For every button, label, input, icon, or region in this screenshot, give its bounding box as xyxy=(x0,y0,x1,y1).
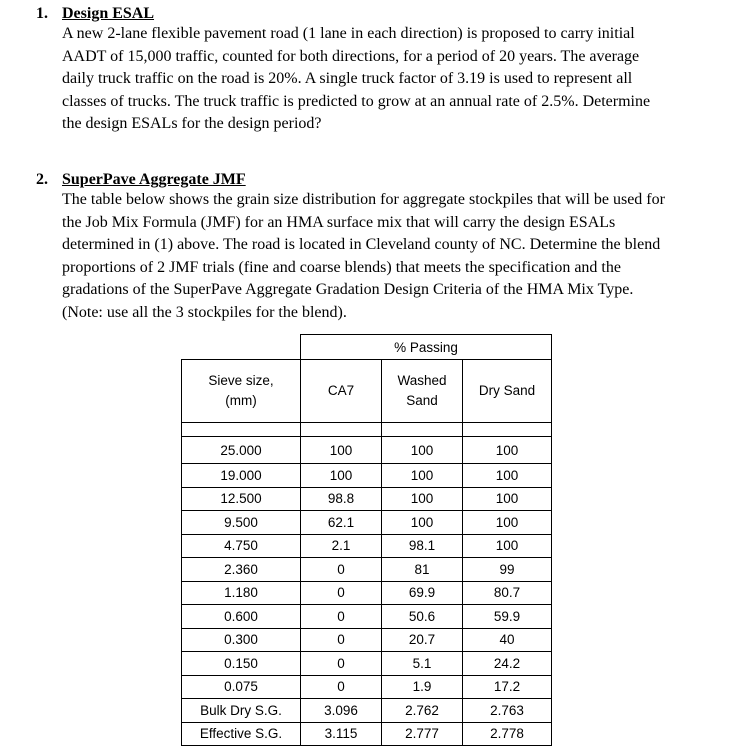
sieve-size-cell: 0.075 xyxy=(182,675,301,699)
table-row xyxy=(182,605,552,629)
sieve-size-cell: 0.150 xyxy=(182,652,301,676)
dry-sand-cell: 2.778 xyxy=(463,722,552,746)
ca7-cell: 0 xyxy=(301,628,382,652)
sieve-size-cell: 12.500 xyxy=(182,487,301,511)
sieve-header-line1: Sieve size, xyxy=(208,373,274,388)
table-row xyxy=(182,534,552,558)
sieve-size-cell: 0.300 xyxy=(182,628,301,652)
washed-sand-header xyxy=(382,360,463,423)
q1-line: AADT of 15,000 traffic, counted for both directions, for a period of 20 years. The average xyxy=(62,47,640,65)
dry-sand-cell: 80.7 xyxy=(463,581,552,605)
table-group-header-row xyxy=(182,335,552,360)
ca7-cell: 2.1 xyxy=(301,534,382,558)
table-blank-corner xyxy=(182,335,301,360)
dry-sand-cell: 100 xyxy=(463,487,552,511)
q2-line: the Job Mix Formula (JMF) for an HMA surface mix that will carry the design ESALs xyxy=(62,213,616,231)
washed-sand-cell: 100 xyxy=(382,511,463,535)
washed-sand-cell: 100 xyxy=(382,464,463,488)
dry-sand-cell: 100 xyxy=(463,464,552,488)
table-row xyxy=(182,628,552,652)
washed-sand-cell: 100 xyxy=(382,487,463,511)
table-row xyxy=(182,437,552,464)
washed-sand-cell: 1.9 xyxy=(382,675,463,699)
table-row xyxy=(182,558,552,582)
q2-line: gradations of the SuperPave Aggregate Gradation Design Criteria of the HMA Mix Type. xyxy=(62,281,634,298)
gap-cell xyxy=(463,423,552,437)
table-row xyxy=(182,511,552,535)
ca7-header: CA7 xyxy=(301,360,382,423)
ca7-cell: 0 xyxy=(301,558,382,582)
sieve-size-cell: 4.750 xyxy=(182,534,301,558)
table-row xyxy=(182,675,552,699)
sieve-size-cell: Bulk Dry S.G. xyxy=(182,699,301,723)
sieve-size-cell: 19.000 xyxy=(182,464,301,488)
ca7-cell: 100 xyxy=(301,437,382,464)
sieve-size-cell: 9.500 xyxy=(182,511,301,535)
q1-line: the design ESALs for the design period? xyxy=(62,115,322,132)
ca7-cell: 98.8 xyxy=(301,487,382,511)
washed-header-line2: Sand xyxy=(406,393,438,408)
sieve-size-cell: 0.600 xyxy=(182,605,301,629)
dry-sand-cell: 100 xyxy=(463,437,552,464)
dry-sand-cell: 100 xyxy=(463,534,552,558)
sieve-size-cell: 25.000 xyxy=(182,437,301,464)
dry-sand-cell: 59.9 xyxy=(463,605,552,629)
q1-body xyxy=(62,23,650,136)
q1-line: daily truck traffic on the road is 20%. A single truck factor of 3.19 is used to represent all xyxy=(62,70,633,87)
q2-line: proportions of 2 JMF trials (fine and coarse blends) that meets the specification and the xyxy=(62,258,621,276)
ca7-cell: 0 xyxy=(301,652,382,676)
table-row xyxy=(182,722,552,746)
washed-sand-cell: 20.7 xyxy=(382,628,463,652)
washed-sand-cell: 100 xyxy=(382,437,463,464)
sieve-size-header xyxy=(182,360,301,423)
q2-title: SuperPave Aggregate JMF xyxy=(62,171,246,188)
gradation-table-body xyxy=(182,437,552,746)
dry-sand-cell: 17.2 xyxy=(463,675,552,699)
dry-sand-header: Dry Sand xyxy=(463,360,552,423)
washed-sand-cell: 81 xyxy=(382,558,463,582)
washed-sand-cell: 50.6 xyxy=(382,605,463,629)
ca7-cell: 62.1 xyxy=(301,511,382,535)
washed-sand-cell: 98.1 xyxy=(382,534,463,558)
q2-line: (Note: use all the 3 stockpiles for the blend). xyxy=(62,303,347,321)
ca7-cell: 3.096 xyxy=(301,699,382,723)
dry-sand-cell: 2.763 xyxy=(463,699,552,723)
q2-number: 2. xyxy=(36,171,48,188)
percent-passing-header: % Passing xyxy=(301,335,552,360)
sieve-header-line2: (mm) xyxy=(225,393,257,408)
ca7-cell: 100 xyxy=(301,464,382,488)
gap-cell xyxy=(301,423,382,437)
dry-sand-cell: 99 xyxy=(463,558,552,582)
ca7-cell: 0 xyxy=(301,675,382,699)
gap-cell xyxy=(382,423,463,437)
table-column-header-row xyxy=(182,360,552,423)
q2-body xyxy=(62,189,665,324)
washed-sand-cell: 2.762 xyxy=(382,699,463,723)
table-row xyxy=(182,464,552,488)
q1-line: classes of trucks. The truck traffic is predicted to grow at an annual rate of 2.5%. Determine xyxy=(62,92,651,110)
q1-title: Design ESAL xyxy=(62,5,155,22)
q2-line: determined in (1) above. The road is located in Cleveland county of NC. Determine the blend xyxy=(62,236,661,253)
washed-sand-cell: 5.1 xyxy=(382,652,463,676)
table-row xyxy=(182,652,552,676)
sieve-size-cell: 2.360 xyxy=(182,558,301,582)
ca7-cell: 0 xyxy=(301,605,382,629)
ca7-cell: 0 xyxy=(301,581,382,605)
gap-cell xyxy=(182,423,301,437)
ca7-cell: 3.115 xyxy=(301,722,382,746)
table-row xyxy=(182,699,552,723)
dry-sand-cell: 24.2 xyxy=(463,652,552,676)
dry-sand-cell: 40 xyxy=(463,628,552,652)
q2-line: The table below shows the grain size distribution for aggregate stockpiles that will be used for xyxy=(62,191,665,208)
q1-line: A new 2-lane flexible pavement road (1 lane in each direction) is proposed to carry initial xyxy=(62,25,635,42)
table-row xyxy=(182,581,552,605)
sieve-size-cell: Effective S.G. xyxy=(182,722,301,746)
washed-header-line1: Washed xyxy=(397,373,447,388)
sieve-size-cell: 1.180 xyxy=(182,581,301,605)
washed-sand-cell: 69.9 xyxy=(382,581,463,605)
gradation-table xyxy=(181,334,552,746)
dry-sand-cell: 100 xyxy=(463,511,552,535)
q1-number: 1. xyxy=(36,5,48,22)
table-gap-row xyxy=(182,423,552,437)
table-row xyxy=(182,487,552,511)
washed-sand-cell: 2.777 xyxy=(382,722,463,746)
